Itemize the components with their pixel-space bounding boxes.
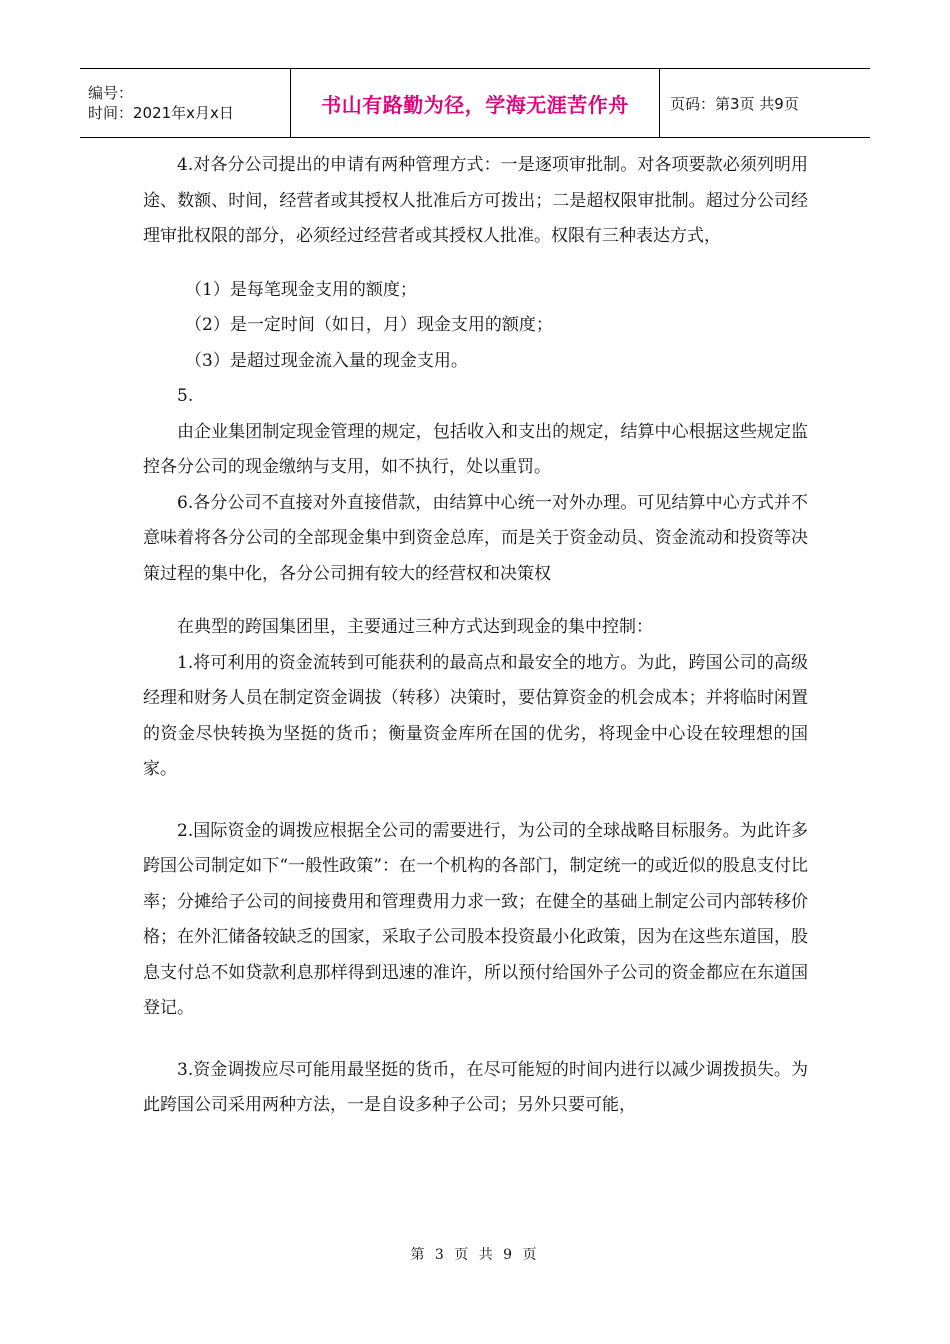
header-meta xyxy=(80,69,291,137)
paragraph-method-3: 3.资金调拨应尽可能用最坚挺的货币，在尽可能短的时间内进行以减少调拨损失。为此跨国公司采用两种方法，一是自设多种子公司；另外只要可能， xyxy=(143,1059,808,1115)
header-page-cell xyxy=(660,69,870,137)
header-motto-cell xyxy=(291,69,660,137)
header-motto: 书山有路勤为径，学海无涯苦作舟 xyxy=(321,92,629,117)
list-item: （2）是一定时间（如日，月）现金支用的额度； xyxy=(185,315,553,335)
doc-time-label: 时间：2021年x月x日 xyxy=(88,104,234,122)
paragraph-6: 6.各分公司不直接对外直接借款，由结算中心统一对外办理。可见结算中心方式并不意味着将各分公司的全部现金集中到资金总库，而是关于资金动员、资金流动和投资等决策过程的集中化，各分公司拥有较大的经营权和决策权 xyxy=(143,492,808,584)
paragraph-intro: 在典型的跨国集团里，主要通过三种方式达到现金的集中控制： xyxy=(177,617,653,637)
list-item: （1）是每笔现金支用的额度； xyxy=(185,279,417,300)
header-page-code: 页码：第3页 共9页 xyxy=(670,94,799,113)
paragraph-5: 由企业集团制定现金管理的规定，包括收入和支出的规定，结算中心根据这些规定监控各分公司的现金缴纳与支用，如不执行，处以重罚。 xyxy=(143,421,808,477)
document-header xyxy=(80,68,870,138)
paragraph-method-1: 1.将可利用的资金流转到可能获利的最高点和最安全的地方。为此，跨国公司的高级经理和财务人员在制定资金调拔（转移）决策时，要估算资金的机会成本；并将临时闲置的资金尽快转换为坚挺的货币；衡量资金库所在国的优劣，将现金中心设在较理想的国家。 xyxy=(143,652,808,779)
paragraph-method-2: 2.国际资金的调拨应根据全公司的需要进行，为公司的全球战略目标服务。为此许多跨国公司制定如下“一般性政策”：在一个机构的各部门，制定统一的或近似的股息支付比率；分摊给子公司的间接费用和管理费用力求一致；在健全的基础上制定公司内部转移价格；在外汇储备较缺乏的国家，采取子公司股本投资最小化政策，因为在这些东道国，股息支付总不如贷款利息那样得到迅速的准许，所以预付给国外子公司的资金都应在东道国登记。 xyxy=(143,820,808,1018)
doc-number-label: 编号： xyxy=(88,84,134,102)
document-body xyxy=(143,148,808,1124)
paragraph-4: 4.对各分公司提出的申请有两种管理方式：一是逐项审批制。对各项要款必须列明用途、数额、时间，经营者或其授权人批准后方可拨出；二是超权限审批制。超过分公司经理审批权限的部分，必须经过经营者或其授权人批准。权限有三种表达方式， xyxy=(143,155,808,246)
list-item: （3）是超过现金流入量的现金支用。 xyxy=(185,350,468,371)
page-footer: 第 3 页 共 9 页 xyxy=(410,1247,540,1263)
paragraph-5-number: 5. xyxy=(177,386,194,406)
